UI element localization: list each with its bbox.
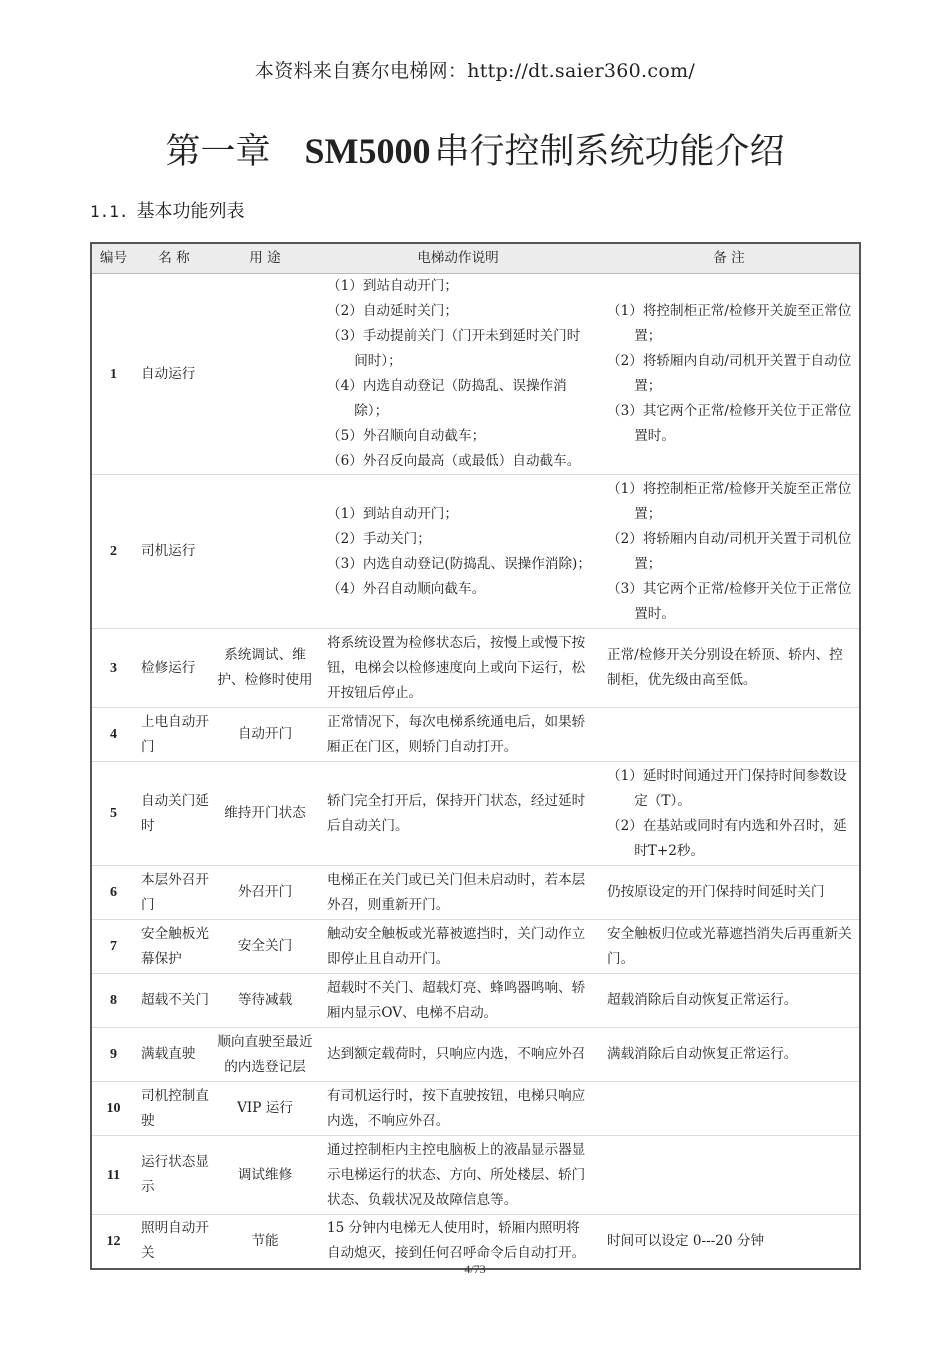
remark-line: （2）将轿厢内自动/司机开关置于自动位置； — [607, 353, 852, 394]
row-number: 8 — [91, 974, 135, 1028]
remark-line: 安全触板归位或光幕遮挡消失后再重新关门。 — [607, 925, 852, 967]
action-description — [317, 274, 599, 475]
function-name: 安全触板光幕保护 — [135, 920, 213, 974]
function-name: 自动运行 — [135, 274, 213, 475]
remark-line: （1）延时时间通过开门保持时间参数设定（T）。 — [607, 767, 847, 809]
section-title: 基本功能列表 — [136, 201, 245, 222]
row-number: 2 — [91, 475, 135, 629]
action-description — [317, 1215, 599, 1269]
description-line: （2）自动延时关门； — [327, 303, 458, 319]
remark-line: （1）将控制柜正常/检修开关旋至正常位置； — [607, 303, 852, 344]
table-row — [91, 708, 860, 762]
chapter-number: 第一章 — [165, 132, 271, 172]
description-line: 触动安全触板或光幕被遮挡时，关门动作立即停止且自动开门。 — [327, 925, 586, 967]
remark-line: 超载消除后自动恢复正常运行。 — [607, 992, 798, 1008]
table-row — [91, 1136, 860, 1215]
table-row — [91, 1215, 860, 1269]
function-use — [213, 475, 317, 629]
description-line: 15 分钟内电梯无人使用时，轿厢内照明将自动熄灭，接到任何召呼命令后自动打开。 — [327, 1220, 586, 1262]
remark-line: 满载消除后自动恢复正常运行。 — [607, 1046, 798, 1062]
page-number: 4/73 — [464, 1262, 486, 1276]
function-use: 系统调试、维护、检修时使用 — [213, 629, 317, 708]
description-line: （6）外召反向最高（或最低）自动截车。 — [327, 453, 581, 469]
source-line: 本资料来自赛尔电梯网：http://dt.saier360.com/ — [254, 60, 696, 82]
row-number: 10 — [91, 1082, 135, 1136]
row-number: 3 — [91, 629, 135, 708]
table-row — [91, 920, 860, 974]
row-number: 4 — [91, 708, 135, 762]
function-use: 自动开门 — [213, 708, 317, 762]
function-name: 运行状态显示 — [135, 1136, 213, 1215]
row-number: 1 — [91, 274, 135, 475]
action-description — [317, 629, 599, 708]
remark — [599, 708, 860, 762]
chapter-title-text: 串行控制系统功能介绍 — [434, 132, 785, 172]
remark — [599, 974, 860, 1028]
remark-line: 时间可以设定 0---20 分钟 — [607, 1232, 765, 1249]
function-use: VIP 运行 — [213, 1082, 317, 1136]
header-use: 用 途 — [213, 243, 317, 274]
table-row — [91, 629, 860, 708]
function-table — [90, 242, 861, 1270]
action-description — [317, 475, 599, 629]
remark — [599, 1136, 860, 1215]
table-row — [91, 866, 860, 920]
remark — [599, 866, 860, 920]
description-line: 将系统设置为检修状态后，按慢上或慢下按钮，电梯会以检修速度向上或向下运行，松开按钮后停止。 — [327, 634, 586, 701]
description-line: 轿门完全打开后，保持开门状态，经过延时后自动关门。 — [327, 792, 586, 834]
remark — [599, 629, 860, 708]
table-row — [91, 274, 860, 475]
row-number: 7 — [91, 920, 135, 974]
remark-line: （2）将轿厢内自动/司机开关置于司机位置； — [607, 530, 852, 572]
remark — [599, 920, 860, 974]
remark — [599, 1215, 860, 1269]
header-note: 备 注 — [599, 243, 860, 274]
description-line: 有司机运行时，按下直驶按钮，电梯只响应内选，不响应外召。 — [327, 1087, 586, 1129]
table-header-row — [91, 243, 860, 274]
function-use: 安全关门 — [213, 920, 317, 974]
description-line: 正常情况下，每次电梯系统通电后，如果轿厢正在门区，则轿门自动打开。 — [327, 713, 586, 755]
table-body — [91, 274, 860, 1269]
remark-line: （2）在基站或同时有内选和外召时，延时T+2秒。 — [607, 817, 847, 859]
function-name: 超载不关门 — [135, 974, 213, 1028]
description-line: （2）手动关门； — [327, 530, 431, 547]
table-row — [91, 1082, 860, 1136]
description-line: 通过控制柜内主控电脑板上的液晶显示器显示电梯运行的状态、方向、所处楼层、轿门状态、负载状况及故障信息等。 — [327, 1141, 586, 1208]
action-description — [317, 1136, 599, 1215]
row-number: 11 — [91, 1136, 135, 1215]
function-name: 司机运行 — [135, 475, 213, 629]
row-number: 5 — [91, 762, 135, 866]
product-name: SM5000 — [304, 131, 431, 171]
remark — [599, 762, 860, 866]
function-use: 维持开门状态 — [213, 762, 317, 866]
action-description — [317, 708, 599, 762]
action-description — [317, 762, 599, 866]
description-line: 达到额定载荷时，只响应内选，不响应外召 — [327, 1046, 586, 1062]
action-description — [317, 920, 599, 974]
function-name: 自动关门延时 — [135, 762, 213, 866]
description-line: （1）到站自动开门； — [327, 278, 458, 294]
action-description — [317, 1082, 599, 1136]
description-line: （4）内选自动登记（防捣乱、误操作消除）； — [327, 378, 567, 419]
function-name: 本层外召开门 — [135, 866, 213, 920]
row-number: 12 — [91, 1215, 135, 1269]
function-use — [213, 274, 317, 475]
function-table-wrapper — [90, 242, 859, 1270]
function-use: 顺向直驶至最近的内选登记层 — [213, 1028, 317, 1082]
header-no: 编号 — [91, 243, 135, 274]
remark-line: 正常/检修开关分别设在轿顶、轿内、控制柜，优先级由高至低。 — [607, 647, 843, 688]
function-use: 节能 — [213, 1215, 317, 1269]
function-name: 满载直驶 — [135, 1028, 213, 1082]
remark-line: 仍按原设定的开门保持时间延时关门 — [607, 884, 825, 900]
header-name: 名 称 — [135, 243, 213, 274]
description-line: 超载时不关门、超载灯亮、蜂鸣器鸣响、轿厢内显示OV、电梯不启动。 — [327, 979, 586, 1021]
description-line: （4）外召自动顺向截车。 — [327, 580, 486, 597]
action-description — [317, 1028, 599, 1082]
action-description — [317, 974, 599, 1028]
chapter-title — [0, 124, 950, 174]
function-name: 检修运行 — [135, 629, 213, 708]
remark — [599, 1028, 860, 1082]
remark — [599, 475, 860, 629]
function-use: 等待减载 — [213, 974, 317, 1028]
table-row — [91, 974, 860, 1028]
description-line: （3）手动提前关门（门开未到延时关门时间时）； — [327, 328, 581, 369]
table-row — [91, 762, 860, 866]
description-line: （1）到站自动开门； — [327, 505, 458, 522]
remark-line: （3）其它两个正常/检修开关位于正常位置时。 — [607, 403, 852, 444]
header-desc: 电梯动作说明 — [317, 243, 599, 274]
section-heading — [90, 197, 245, 223]
description-line: 电梯正在关门或已关门但未启动时，若本层外召，则重新开门。 — [327, 871, 586, 913]
function-name: 司机控制直驶 — [135, 1082, 213, 1136]
row-number: 9 — [91, 1028, 135, 1082]
description-line: （5）外召顺向自动截车； — [327, 428, 486, 444]
description-line: （3）内选自动登记(防捣乱、误操作消除)； — [327, 555, 591, 572]
remark — [599, 1082, 860, 1136]
function-name: 上电自动开门 — [135, 708, 213, 762]
section-number: 1.1. — [90, 202, 129, 221]
remark-line: （3）其它两个正常/检修开关位于正常位置时。 — [607, 580, 852, 622]
function-name: 照明自动开关 — [135, 1215, 213, 1269]
table-row — [91, 1028, 860, 1082]
action-description — [317, 866, 599, 920]
table-row — [91, 475, 860, 629]
function-use: 外召开门 — [213, 866, 317, 920]
remark-line: （1）将控制柜正常/检修开关旋至正常位置； — [607, 480, 852, 522]
row-number: 6 — [91, 866, 135, 920]
function-use: 调试维修 — [213, 1136, 317, 1215]
remark — [599, 274, 860, 475]
